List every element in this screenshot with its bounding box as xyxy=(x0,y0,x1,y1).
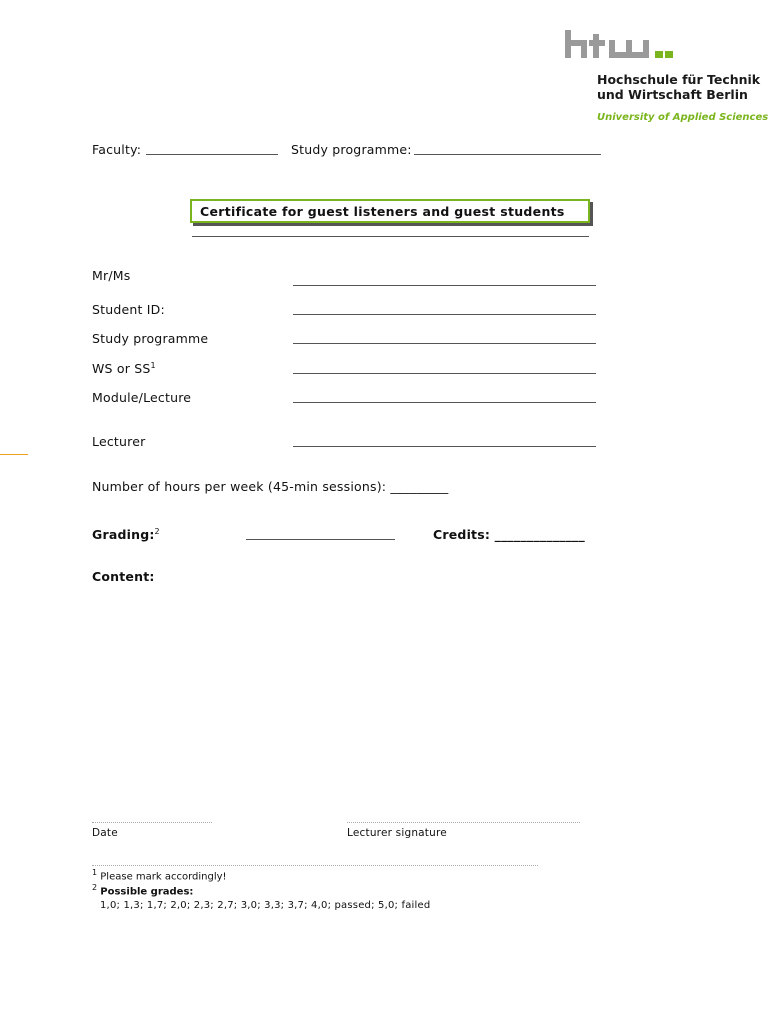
university-name-line1: Hochschule für Technik xyxy=(597,72,761,87)
margin-mark xyxy=(0,454,28,455)
lecturer-signature-label: Lecturer signature xyxy=(347,827,447,839)
faculty-label: Faculty: xyxy=(92,142,142,157)
footnote-2 xyxy=(92,883,193,897)
ws-ss-label xyxy=(92,361,156,376)
footnote-1 xyxy=(92,868,227,882)
date-label: Date xyxy=(92,827,118,839)
credits-label: Credits: xyxy=(433,527,491,542)
student-id-field[interactable] xyxy=(293,314,596,315)
footnote-1-number: 1 xyxy=(92,868,98,877)
date-line[interactable] xyxy=(92,822,212,823)
university-tagline: University of Applied Sciences xyxy=(597,112,769,123)
module-lecture-field[interactable] xyxy=(293,402,596,403)
lecturer-field[interactable] xyxy=(293,446,596,447)
footnote-2-number: 2 xyxy=(92,883,98,892)
grading-field[interactable] xyxy=(246,539,395,540)
hours-row xyxy=(92,479,448,494)
possible-grades-list: 1,0; 1,3; 1,7; 2,0; 2,3; 2,7; 3,0; 3,3; 3,7; 4,0; passed; 5,0; failed xyxy=(100,900,431,911)
university-name-line2: und Wirtschaft Berlin xyxy=(597,87,748,102)
footnote-separator xyxy=(92,865,538,866)
title-underline xyxy=(192,236,589,237)
grading-label-wrap xyxy=(92,527,160,542)
certificate-title: Certificate for guest listeners and guest students xyxy=(200,204,565,219)
hours-label: Number of hours per week (45-min sessions): xyxy=(92,479,387,494)
footnote-ref-2: 2 xyxy=(154,527,160,536)
mr-ms-field[interactable] xyxy=(293,285,596,286)
certificate-title-box xyxy=(190,199,590,223)
content-label: Content: xyxy=(92,569,155,584)
lecturer-signature-line[interactable] xyxy=(347,822,580,823)
credits-field[interactable]: ______________ xyxy=(494,527,585,542)
footnote-2-text: Possible grades: xyxy=(100,886,194,898)
study-programme-field[interactable] xyxy=(414,154,601,155)
credits-row xyxy=(433,527,585,542)
ws-ss-field[interactable] xyxy=(293,373,596,374)
student-id-label: Student ID: xyxy=(92,302,165,317)
grading-label: Grading: xyxy=(92,527,155,543)
university-name xyxy=(597,72,760,102)
htw-logo-mark xyxy=(565,28,675,60)
module-lecture-label: Module/Lecture xyxy=(92,390,192,405)
footnote-1-text: Please mark accordingly! xyxy=(100,871,227,883)
footnote-ref-1: 1 xyxy=(150,361,156,370)
study-programme-label: Study programme: xyxy=(291,142,412,157)
faculty-field[interactable] xyxy=(146,154,278,155)
mr-ms-label: Mr/Ms xyxy=(92,268,131,283)
lecturer-label: Lecturer xyxy=(92,434,146,449)
hours-field[interactable]: _________ xyxy=(390,479,449,494)
study-programme-field-label: Study programme xyxy=(92,331,209,346)
study-programme-input[interactable] xyxy=(293,343,596,344)
ws-ss-text: WS or SS xyxy=(92,361,151,377)
